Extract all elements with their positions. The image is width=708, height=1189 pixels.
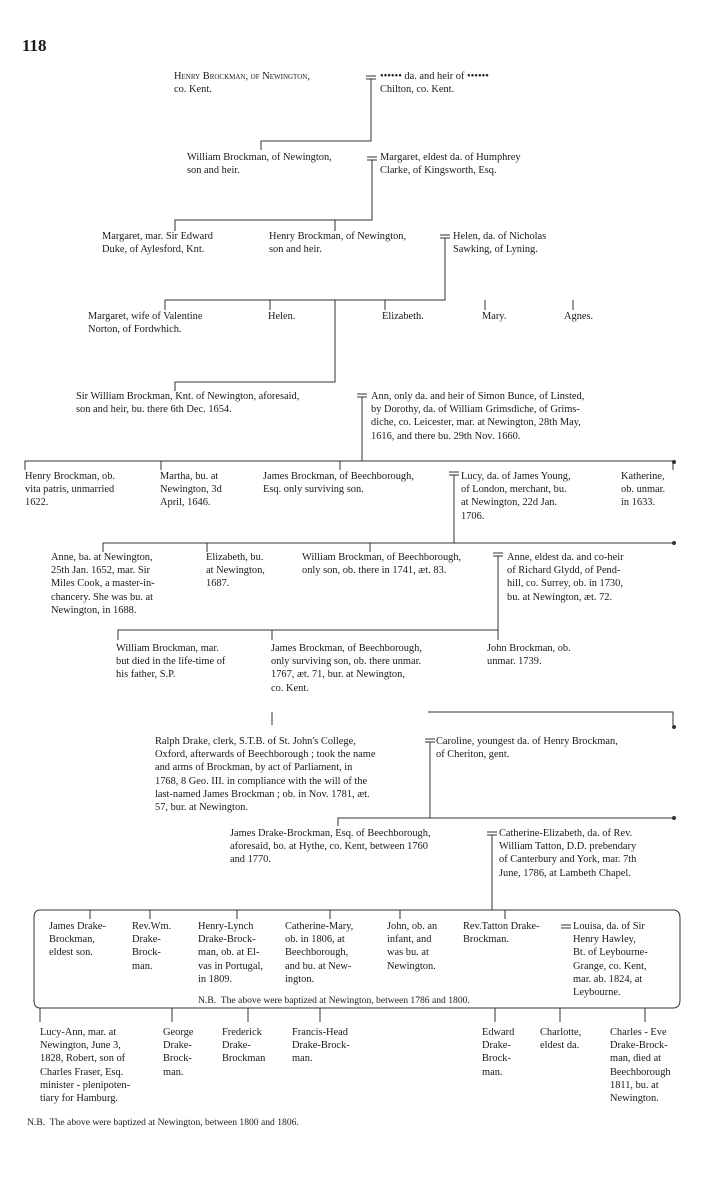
child-catherine-mary: Catherine-Mary, ob. in 1806, at Beechborough, and bu. at New- ington. [285,921,354,985]
william-brockman-1: William Brockman, of Newington, son and heir. [187,152,332,177]
anne-glydd: Anne, eldest da. and co-heir of Richard Glydd, of Pend- hill, co. Surrey, ob. in 1730, bu. at Newington, æt. 72. [507,552,624,603]
henry-sr: Henry Brockman, of Newington, co. Kent. [174,71,310,96]
child-henry-lynch: Henry-Lynch Drake-Brock- man, ob. at El- vas in Portugal, in 1809. [198,921,263,985]
helen: Helen. [268,311,296,322]
mary: Mary. [482,311,507,322]
lucy-young: Lucy, da. of James Young, of London, merchant, bu. at Newington, 22d Jan. 1706. [461,471,571,522]
sir-william-brockman: Sir William Brockman, Knt. of Newington, aforesaid, son and heir, bu. there 6th Dec. 1654. [76,391,300,416]
child-charles-eve: Charles - Eve Drake-Brock- man, died at Beechborough 1811, bu. at Newington. [610,1027,671,1105]
elizabeth: Elizabeth. [382,311,424,322]
margaret-norton: Margaret, wife of Valentine Norton, of Fordwhich. [88,311,203,336]
child-george: George Drake- Brock- man. [163,1027,194,1078]
child-lucy-ann: Lucy-Ann, mar. at Newington, June 3, 1828, Robert, son of Charles Fraser, Esq. minister - plenipoten- tiary for Hamburg. [40,1027,131,1105]
child-rev-tatton: Rev.Tatton Drake- Brockman. [463,921,540,946]
child-frederick: Frederick Drake- Brockman [222,1027,266,1065]
child-james-drake-brockman: James Drake- Brockman, eldest son. [49,921,106,959]
baptism-note-1: N.B. The above were baptized at Newington, between 1786 and 1800. [198,995,470,1006]
anne-cook: Anne, ba. at Newington, 25th Jan. 1652, mar. Sir Miles Cook, a master-in- chancery. She was bu. at Newington, in 1688. [51,552,155,616]
agnes: Agnes. [564,311,594,322]
louisa-hawley: Louisa, da. of Sir Henry Hawley, Bt. of Leybourne- Grange, co. Kent, mar. ab. 1824, at Leybourne. [573,921,648,999]
martha: Martha, bu. at Newington, 3d April, 1646. [160,471,222,509]
james-brockman-2: James Brockman, of Beechborough, only surviving son, ob. there unmar. 1767, æt. 71, bur. at Newington, co. Kent. [271,643,422,694]
child-edward: Edward Drake- Brock- man. [482,1027,515,1078]
child-rev-wm: Rev.Wm. Drake- Brock- man. [132,921,172,972]
james-brockman-1: James Brockman, of Beechborough, Esq. only surviving son. [263,471,414,496]
caroline-brockman: Caroline, youngest da. of Henry Brockman, of Cheriton, gent. [436,736,618,761]
elizabeth-1687: Elizabeth, bu. at Newington, 1687. [206,552,265,590]
katherine: Katherine, ob. unmar. in 1633. [621,471,666,509]
ann-bunce: Ann, only da. and heir of Simon Bunce, of Linsted, by Dorothy, da. of William Grimsdiche, of Grims- diche, co. Leicester, mar. at Newington, 28th May, 1616, and there bu. 29th Nov. 1660. [371,391,585,442]
william-brockman-3: William Brockman, mar. but died in the life-time of his father, S.P. [116,643,226,681]
child-john: John, ob. an infant, and was bu. at Newington. [387,921,438,972]
john-brockman-1739: John Brockman, ob. unmar. 1739. [487,643,571,668]
margaret-duke: Margaret, mar. Sir Edward Duke, of Aylesford, Knt. [102,231,213,256]
james-drake-brockman: James Drake-Brockman, Esq. of Beechborough, aforesaid, bo. at Hythe, co. Kent, between 1760 and 1770. [230,828,431,866]
margaret-clarke: Margaret, eldest da. of Humphrey Clarke, of Kingsworth, Esq. [380,152,521,177]
helen-sawking: Helen, da. of Nicholas Sawking, of Lyning. [453,231,547,256]
catherine-elizabeth-tatton: Catherine-Elizabeth, da. of Rev. William Tatton, D.D. prebendary of Canterbury and York, mar. 7th June, 1786, at Lambeth Chapel. [499,828,637,879]
chilton-heiress: •••••• da. and heir of •••••• Chilton, co. Kent. [380,71,489,96]
child-francis-head: Francis-Head Drake-Brock- man. [292,1027,350,1065]
baptism-note-2: N.B. The above were baptized at Newington, between 1800 and 1806. [27,1117,299,1128]
child-charlotte: Charlotte, eldest da. [540,1027,582,1052]
ralph-drake: Ralph Drake, clerk, S.T.B. of St. John's College, Oxford, afterwards of Beechborough ; took the name and arms of Brockman, by act of Parliament, in 1768, 8 Geo. III. in compliance with the will of the last-named James Brockman ; ob. in Nov. 1781, æt. 57, bur. at Newington. [155,736,376,814]
henry-brockman-1622: Henry Brockman, ob. vita patris, unmarried 1622. [25,471,116,509]
page-number: 118 [22,36,47,55]
henry-brockman-2: Henry Brockman, of Newington, son and heir. [269,231,407,256]
william-brockman-2: William Brockman, of Beechborough, only son, ob. there in 1741, æt. 83. [302,552,462,577]
